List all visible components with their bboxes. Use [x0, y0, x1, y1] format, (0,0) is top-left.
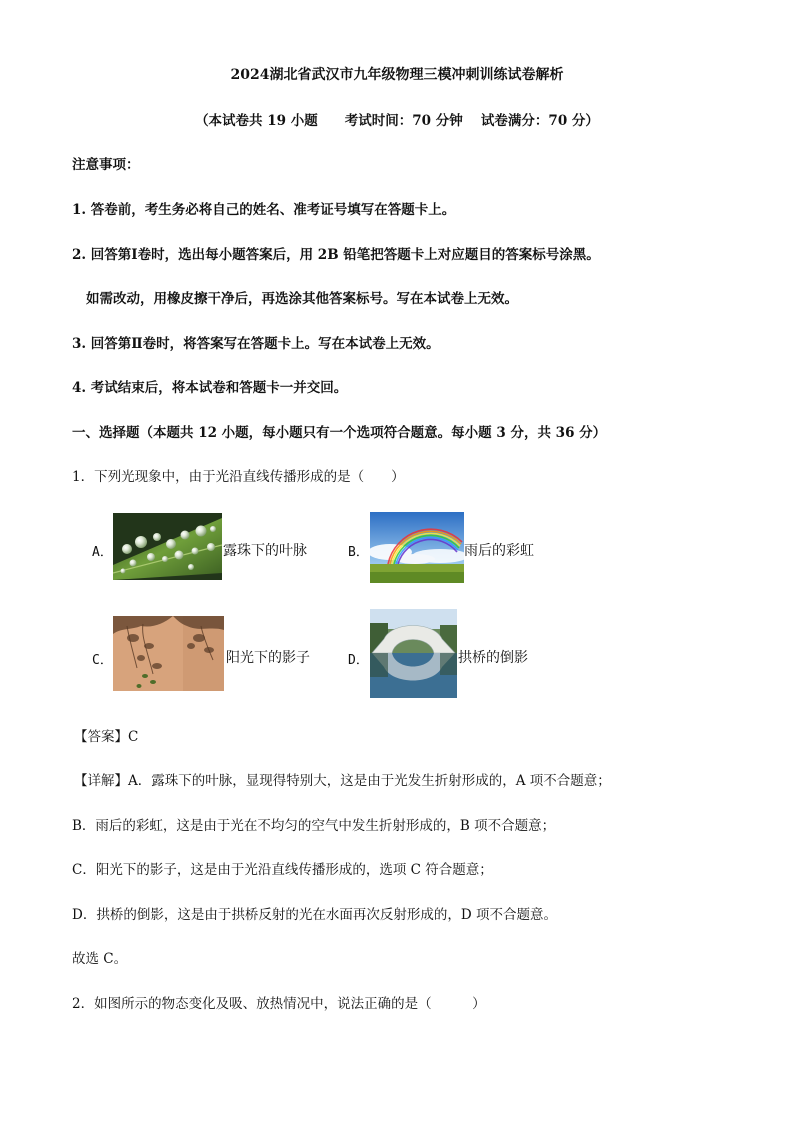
question-stem: 1．下列光现象中，由于光沿直线传播形成的是（ ）: [72, 469, 405, 485]
analysis-line: 【详解】A．露珠下的叶脉，显现得特别大，这是由于光发生折射形成的，A 项不合题意；: [74, 773, 611, 789]
analysis-line: C．阳光下的影子，这是由于光沿直线传播形成的，选项 C 符合题意；: [72, 862, 493, 878]
section-heading: 一、选择题（本题共 12 小题，每小题只有一个选项符合题意。每小题 3 分，共 36 分）: [72, 425, 607, 441]
option-letter-d: D．: [348, 653, 369, 668]
notice-item: 2. 回答第Ⅰ卷时，选出每小题答案后，用 2B 铅笔把答题卡上对应题目的答案标号涂黑。: [72, 247, 600, 263]
analysis-line: D．拱桥的倒影，这是由于拱桥反射的光在水面再次反射形成的，D 项不合题意。: [72, 907, 557, 923]
notice-heading: 注意事项：: [72, 157, 140, 173]
option-letter-c: C．: [92, 653, 113, 668]
notice-item: 如需改动，用橡皮擦干净后，再选涂其他答案标号。写在本试卷上无效。: [86, 291, 518, 307]
answer: 【答案】C: [74, 729, 139, 745]
notice-item: 4. 考试结束后，将本试卷和答题卡一并交回。: [72, 380, 348, 396]
bridge-reflection-image: [370, 609, 457, 698]
analysis-conclusion: 故选 C。: [72, 951, 128, 967]
option-label-b: 雨后的彩虹: [464, 543, 534, 559]
question-stem: 2．如图所示的物态变化及吸、放热情况中，说法正确的是（ ）: [72, 996, 486, 1012]
shadow-image: [113, 616, 224, 691]
option-label-c: 阳光下的影子: [226, 650, 310, 666]
leaf-dew-image: [113, 513, 222, 580]
option-letter-b: B．: [348, 545, 369, 560]
notice-item: 1. 答卷前，考生务必将自己的姓名、准考证号填写在答题卡上。: [72, 202, 456, 218]
analysis-line: B．雨后的彩虹，这是由于光在不均匀的空气中发生折射形成的，B 项不合题意；: [72, 818, 556, 834]
option-letter-a: A．: [92, 545, 113, 560]
notice-item: 3. 回答第Ⅱ卷时，将答案写在答题卡上。写在本试卷上无效。: [72, 336, 440, 352]
option-label-d: 拱桥的倒影: [458, 650, 528, 666]
option-label-a: 露珠下的叶脉: [223, 543, 307, 559]
exam-info: （本试卷共 19 小题 考试时间：70 分钟 试卷满分：70 分）: [195, 113, 599, 129]
page-title: 2024湖北省武汉市九年级物理三模冲刺训练试卷解析: [230, 67, 564, 83]
rainbow-image: [370, 512, 464, 583]
